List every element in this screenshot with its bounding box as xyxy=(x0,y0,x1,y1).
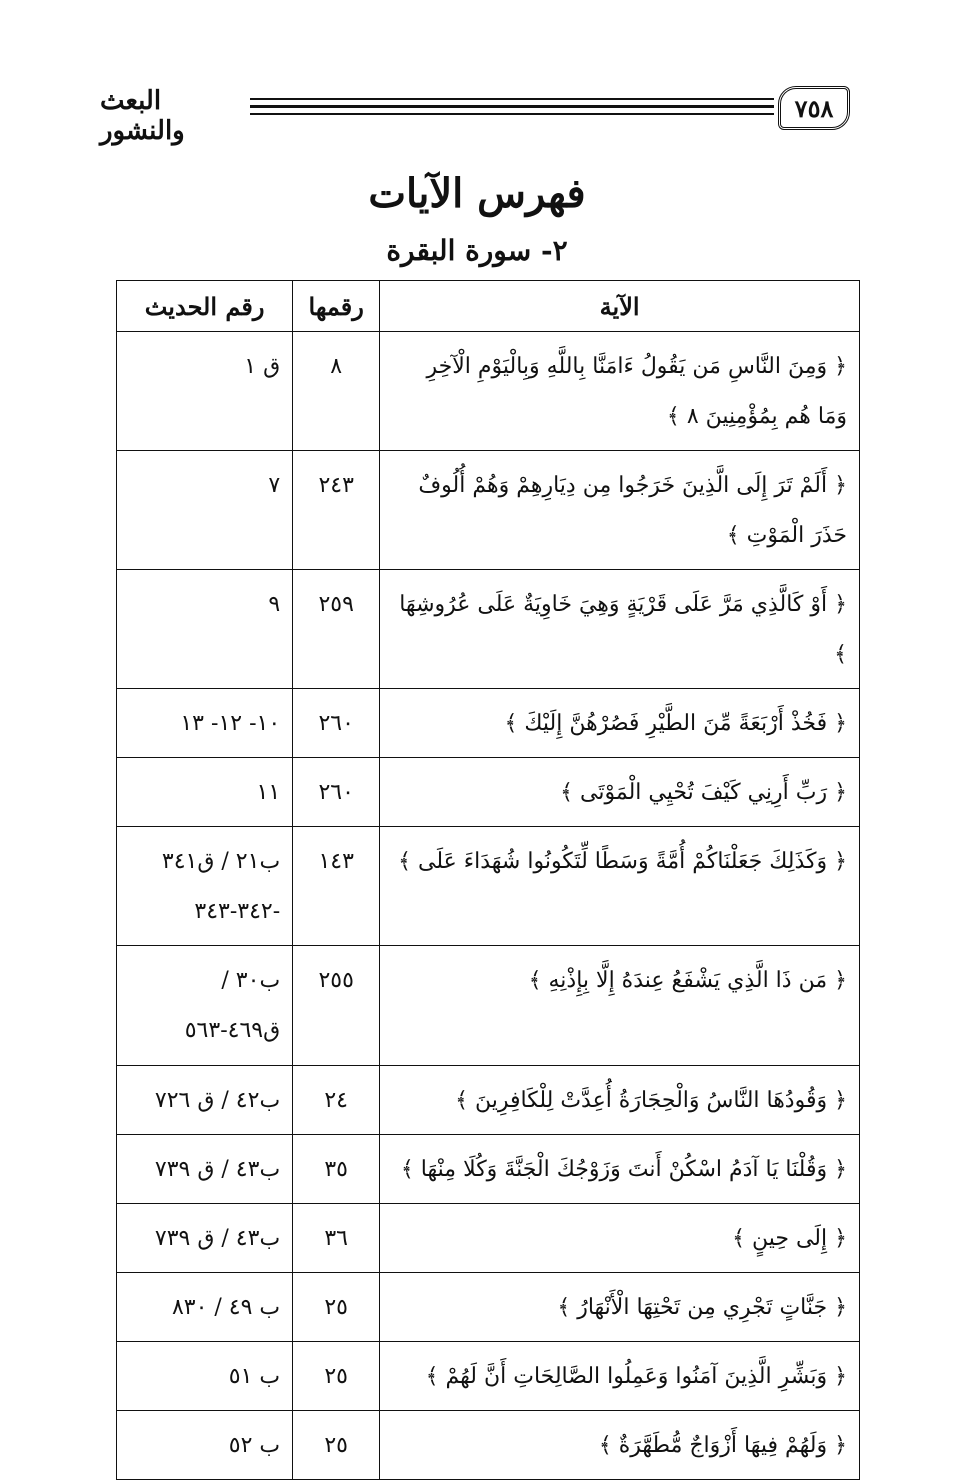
verse-number-cell: ٢٥٥ xyxy=(293,946,380,1066)
verse-number-cell: ٢٤ xyxy=(293,1066,380,1135)
page-number: ٧٥٨ xyxy=(778,86,850,130)
verse-cell: ﴿ رَبِّ أَرِنِي كَيْفَ تُحْيِي الْمَوْتَى ﴾ xyxy=(380,758,860,827)
verse-cell: ﴿ وَلَهُمْ فِيهَا أَزْوَاجٌ مُّطَهَّرَةٌ ﴾ xyxy=(380,1411,860,1480)
verse-number-cell: ٢٤٣ xyxy=(293,451,380,570)
verse-cell: ﴿ وَكَذَلِكَ جَعَلْنَاكُمْ أُمَّةً وَسَطًا لِّتَكُونُوا شُهَدَاءَ عَلَى ﴾ xyxy=(380,827,860,946)
verse-number-cell: ٢٥٩ xyxy=(293,570,380,689)
hadith-number-cell: ب٤٣ / ق ٧٣٩ xyxy=(117,1135,293,1204)
hadith-number-cell: ١٠- ١٢- ١٣ xyxy=(117,689,293,758)
hadith-number-cell: ق ١ xyxy=(117,332,293,451)
hadith-number-cell: ب ٥١ xyxy=(117,1342,293,1411)
table-row xyxy=(117,570,860,689)
verse-cell: ﴿ مَن ذَا الَّذِي يَشْفَعُ عِندَهُ إِلَّا بِإِذْنِهِ ﴾ xyxy=(380,946,860,1066)
table-row xyxy=(117,758,860,827)
verse-cell: ﴿ أَلَمْ تَرَ إِلَى الَّذِينَ خَرَجُوا مِن دِيَارِهِمْ وَهُمْ أُلُوفٌ حَذَرَ الْمَوْتِ ﴾ xyxy=(380,451,860,570)
surah-title: ٢- سورة البقرة xyxy=(386,234,568,267)
table-row xyxy=(117,827,860,946)
hadith-number-cell: ب٣٠ / ق٤٦٩-٥٦٣ xyxy=(117,946,293,1066)
header-rule xyxy=(250,105,774,108)
table-header-row xyxy=(117,281,860,332)
table-row xyxy=(117,1411,860,1480)
table-row xyxy=(117,946,860,1066)
table-row xyxy=(117,1066,860,1135)
verse-cell: ﴿ وَبَشِّرِ الَّذِينَ آمَنُوا وَعَمِلُوا الصَّالِحَاتِ أَنَّ لَهُمْ ﴾ xyxy=(380,1342,860,1411)
verse-number-cell: ٨ xyxy=(293,332,380,451)
index-title: فهرس الآيات xyxy=(368,170,586,217)
table-row xyxy=(117,1273,860,1342)
verse-cell: ﴿ أَوْ كَالَّذِي مَرَّ عَلَى قَرْيَةٍ وَهِيَ خَاوِيَةٌ عَلَى عُرُوشِهَا ﴾ xyxy=(380,570,860,689)
verse-cell: ﴿ فَخُذْ أَرْبَعَةً مِّنَ الطَّيْرِ فَصُرْهُنَّ إِلَيْكَ ﴾ xyxy=(380,689,860,758)
verse-index-table xyxy=(116,280,860,1480)
verse-number-cell: ٣٦ xyxy=(293,1204,380,1273)
header-rule xyxy=(250,113,774,115)
hadith-number-cell: ب ٥٢ xyxy=(117,1411,293,1480)
hadith-number-cell: ٧ xyxy=(117,451,293,570)
hadith-column-header: رقم الحديث xyxy=(117,281,293,332)
table-row xyxy=(117,1342,860,1411)
verse-cell: ﴿ وَمِنَ النَّاسِ مَن يَقُولُ ءَامَنَّا بِاللَّهِ وَبِالْيَوْمِ الْآخِرِ وَمَا هُم بِمُؤْمِنِينَ ٨ ﴾ xyxy=(380,332,860,451)
verse-number-cell: ١٤٣ xyxy=(293,827,380,946)
verse-cell: ﴿ جَنَّاتٍ تَجْرِي مِن تَحْتِهَا الْأَنْهَارُ ﴾ xyxy=(380,1273,860,1342)
verse-number-cell: ٢٥ xyxy=(293,1411,380,1480)
verse-number-cell: ٢٦٠ xyxy=(293,689,380,758)
table-row xyxy=(117,689,860,758)
hadith-number-cell: ١١ xyxy=(117,758,293,827)
table-row xyxy=(117,451,860,570)
table-row xyxy=(117,1135,860,1204)
verse-cell: ﴿ وَقُلْنَا يَا آدَمُ اسْكُنْ أَنتَ وَزَوْجُكَ الْجَنَّةَ وَكُلَا مِنْهَا ﴾ xyxy=(380,1135,860,1204)
verse-column-header: الآية xyxy=(380,281,860,332)
hadith-number-cell: ب٤٢ / ق ٧٢٦ xyxy=(117,1066,293,1135)
number-column-header: رقمها xyxy=(293,281,380,332)
book-title: البعث والنشور xyxy=(100,86,185,146)
verse-cell: ﴿ وَقُودُهَا النَّاسُ وَالْحِجَارَةُ أُعِدَّتْ لِلْكَافِرِينَ ﴾ xyxy=(380,1066,860,1135)
header-rule xyxy=(250,98,774,100)
hadith-number-cell: ب ٤٩ / ٨٣٠ xyxy=(117,1273,293,1342)
verse-number-cell: ٢٥ xyxy=(293,1342,380,1411)
verse-number-cell: ٢٥ xyxy=(293,1273,380,1342)
verse-number-cell: ٣٥ xyxy=(293,1135,380,1204)
hadith-number-cell: ٩ xyxy=(117,570,293,689)
table-row xyxy=(117,1204,860,1273)
verse-cell: ﴿ إِلَى حِينٍ ﴾ xyxy=(380,1204,860,1273)
hadith-number-cell: ب٤٣ / ق ٧٣٩ xyxy=(117,1204,293,1273)
table-row xyxy=(117,332,860,451)
hadith-number-cell: ب٢١ / ق٣٤١ -٣٤٢-٣٤٣ xyxy=(117,827,293,946)
verse-number-cell: ٢٦٠ xyxy=(293,758,380,827)
page-header xyxy=(100,86,850,146)
